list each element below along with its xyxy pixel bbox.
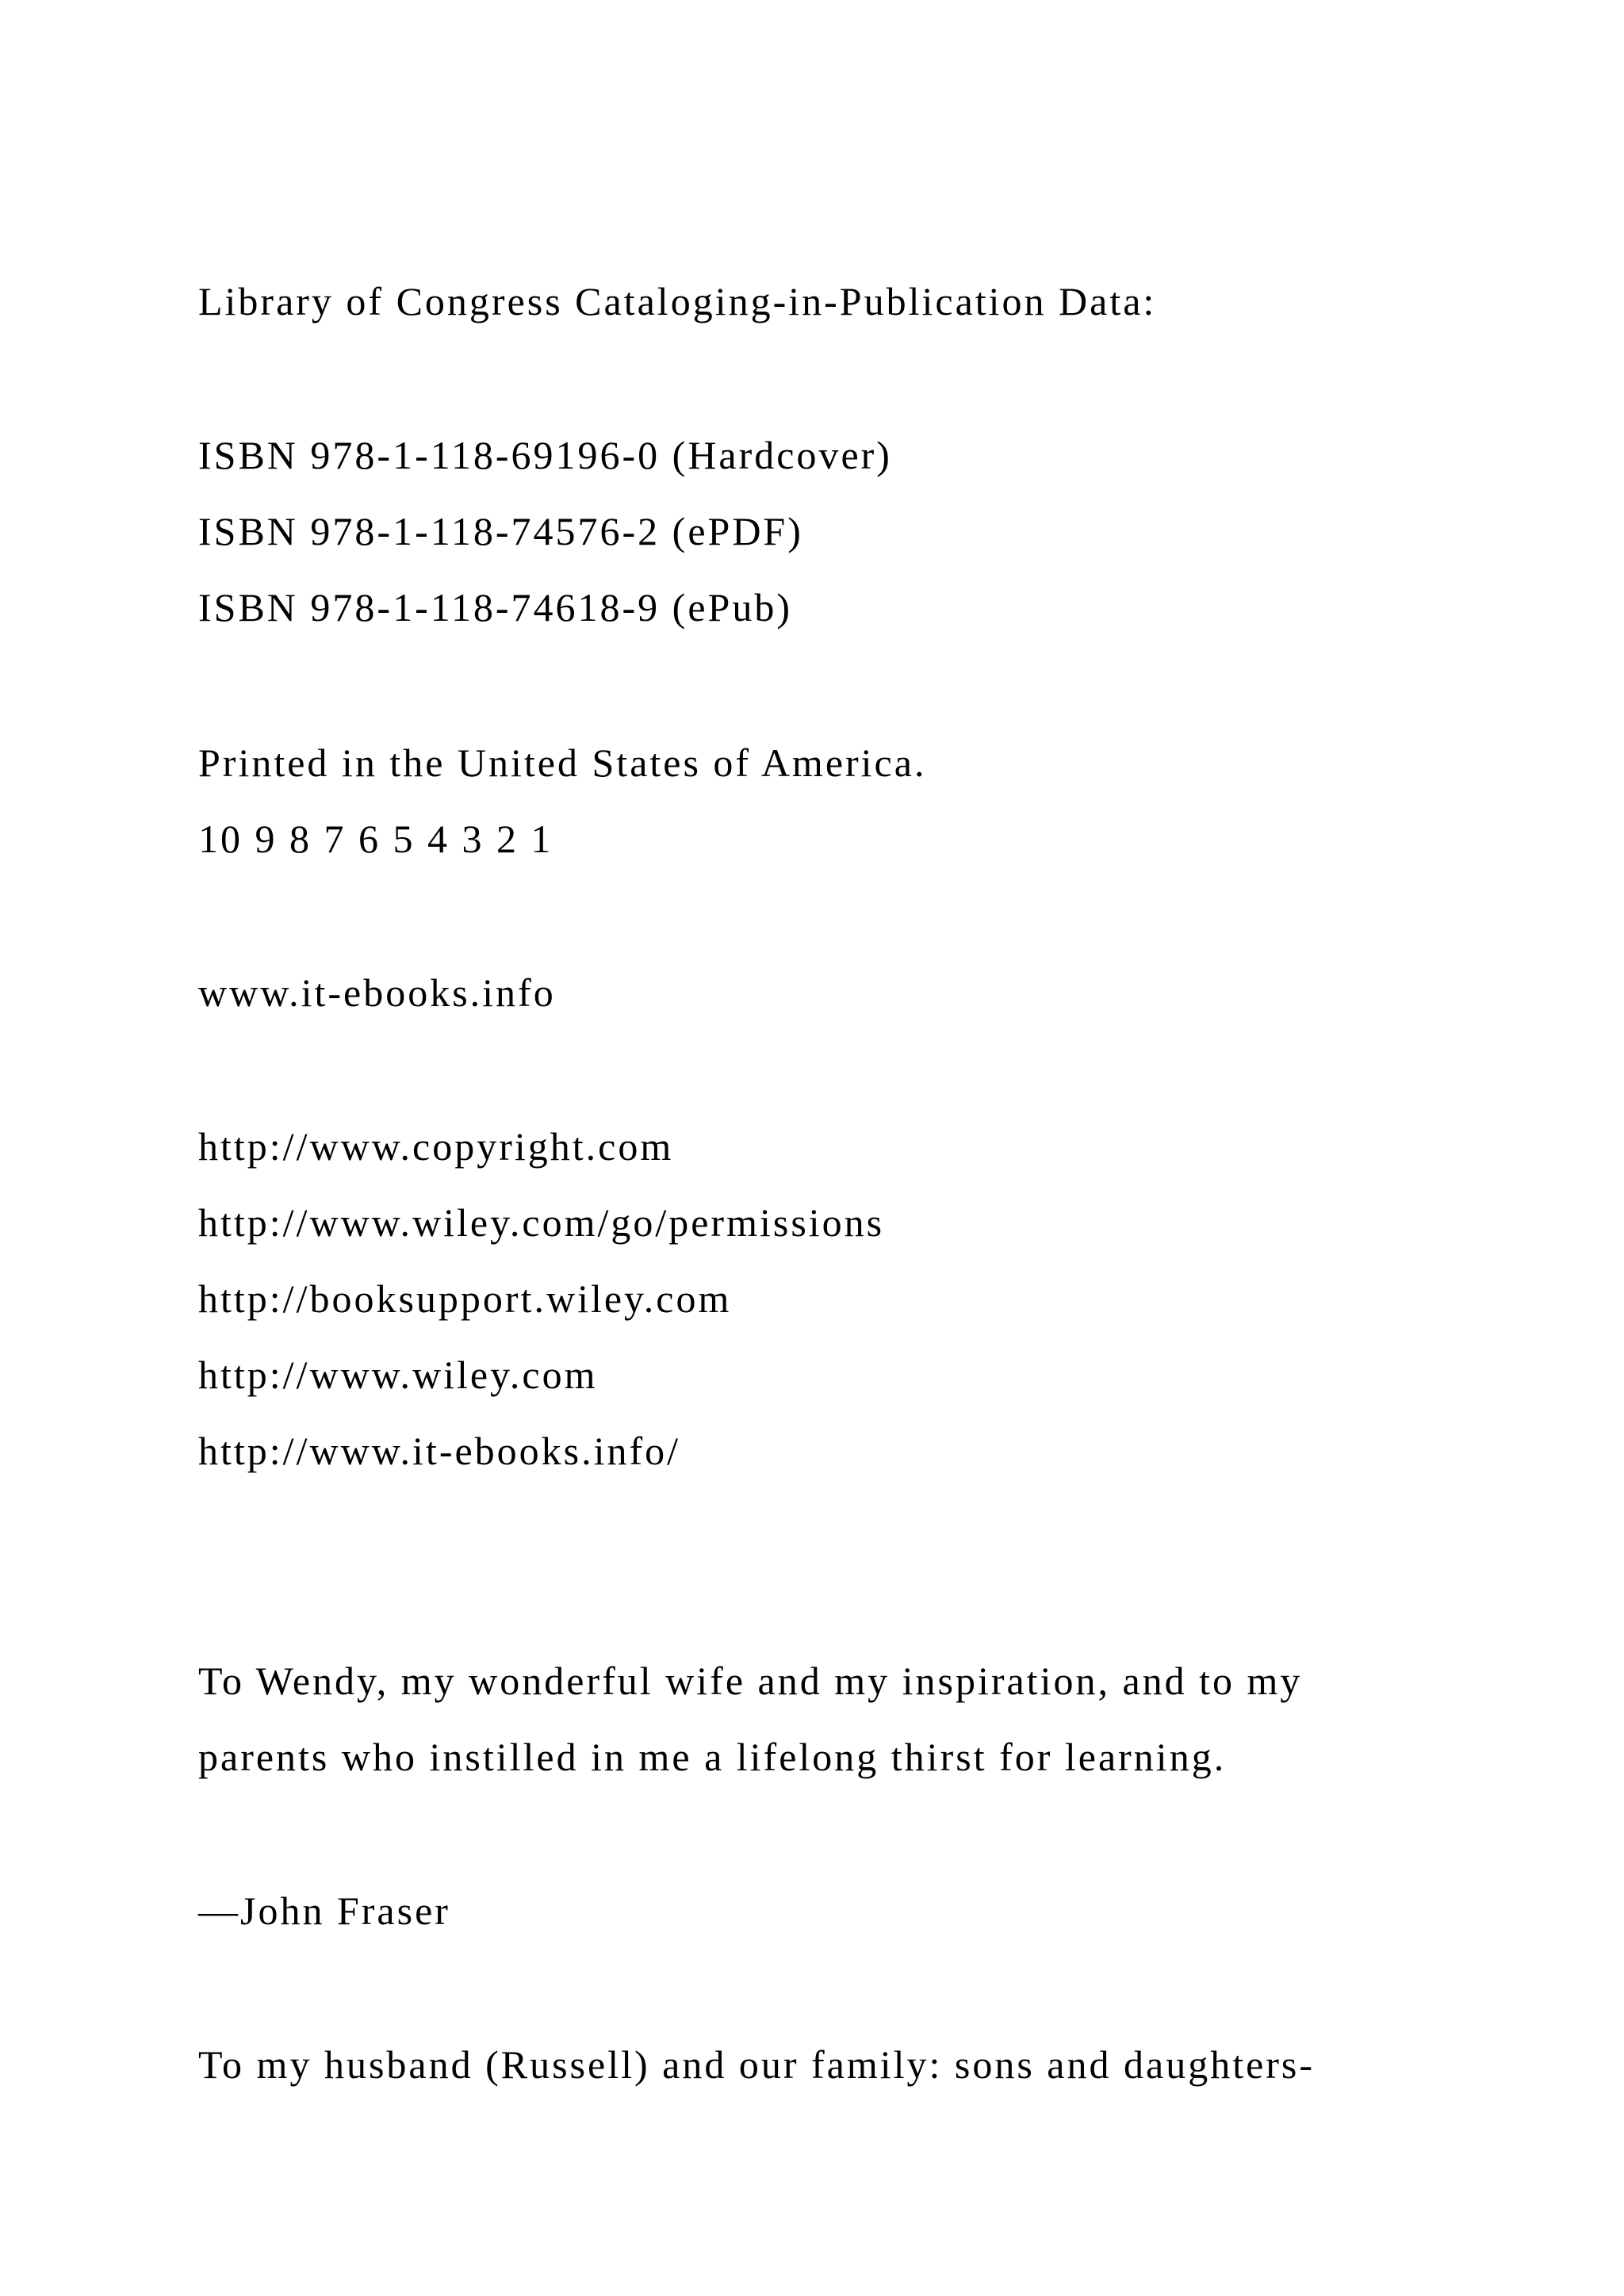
dedication-1-line-1: To Wendy, my wonderful wife and my inspiration, and to my [198,1659,1303,1703]
printed-in: Printed in the United States of America. [198,740,927,785]
dedication-2-line-1: To my husband (Russell) and our family: sons and daughters- [198,2042,1316,2087]
site-link[interactable]: www.it-ebooks.info [198,970,556,1015]
print-line: 10 9 8 7 6 5 4 3 2 1 [198,817,553,861]
isbn-epdf: ISBN 978-1-118-74576-2 (ePDF) [198,509,803,553]
link-it-ebooks[interactable]: http://www.it-ebooks.info/ [198,1429,681,1473]
isbn-epub: ISBN 978-1-118-74618-9 (ePub) [198,585,792,629]
link-booksupport[interactable]: http://booksupport.wiley.com [198,1276,732,1321]
dedication-1-line-2: parents who instilled in me a lifelong thirst for learning. [198,1735,1227,1779]
dedication-1-signature: —John Fraser [198,1888,450,1933]
link-copyright[interactable]: http://www.copyright.com [198,1124,674,1169]
cataloging-heading: Library of Congress Cataloging-in-Publication Data: [198,279,1157,323]
link-wiley-permissions[interactable]: http://www.wiley.com/go/permissions [198,1200,885,1245]
isbn-hardcover: ISBN 978-1-118-69196-0 (Hardcover) [198,433,892,477]
link-wiley[interactable]: http://www.wiley.com [198,1353,598,1397]
